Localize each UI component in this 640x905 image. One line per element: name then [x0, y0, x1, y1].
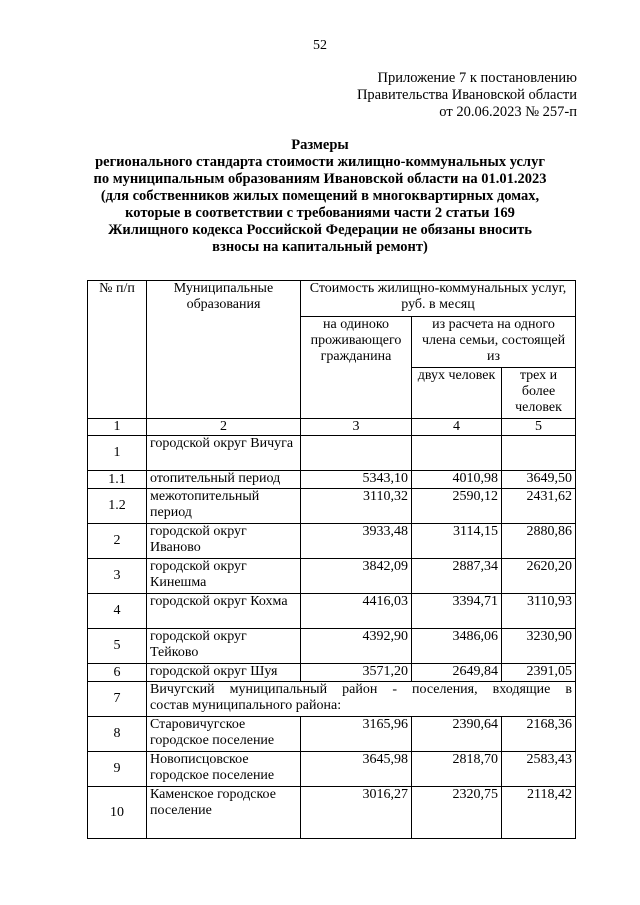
- row-name: Каменское городское поселение: [147, 787, 301, 839]
- row-value-two: 3114,15: [412, 524, 502, 559]
- row-value-single: [301, 436, 412, 471]
- row-value-three: 2168,36: [502, 717, 576, 752]
- row-value-three: 2118,42: [502, 787, 576, 839]
- table-row: [88, 664, 576, 682]
- row-value-two: 3394,71: [412, 594, 502, 629]
- row-value-three: 3110,93: [502, 594, 576, 629]
- table-row: [88, 717, 576, 752]
- title-line: регионального стандарта стоимости жилищно-коммунальных услуг: [95, 154, 545, 170]
- row-value-two: 2390,64: [412, 717, 502, 752]
- header-two: двух человек: [412, 368, 502, 419]
- row-value-single: 3165,96: [301, 717, 412, 752]
- header-single: на одиноко проживающего гражданина: [301, 317, 412, 419]
- title-line: взносы на капитальный ремонт): [212, 239, 428, 255]
- row-value-two: 3486,06: [412, 629, 502, 664]
- row-name: Старовичугское городское поселение: [147, 717, 301, 752]
- table-row: [88, 787, 576, 839]
- row-name: городской округ Вичуга: [147, 436, 301, 471]
- row-num: 9: [88, 752, 147, 787]
- row-num: 3: [88, 559, 147, 594]
- row-num: 4: [88, 594, 147, 629]
- header-three: трех и более человек: [502, 368, 576, 419]
- cost-table: [87, 280, 576, 839]
- row-value-single: 3645,98: [301, 752, 412, 787]
- row-value-two: [412, 436, 502, 471]
- column-number: 1: [88, 419, 147, 436]
- row-value-three: 2431,62: [502, 489, 576, 524]
- header-family: из расчета на одного члена семьи, состоящей из: [412, 317, 576, 368]
- row-value-single: 3016,27: [301, 787, 412, 839]
- section-line: состав муниципального района:: [150, 698, 342, 713]
- header-municipality: Муниципальные образования: [147, 281, 301, 419]
- row-name: отопительный период: [147, 471, 301, 489]
- row-value-two: 2887,34: [412, 559, 502, 594]
- header-num: № п/п: [88, 281, 147, 419]
- title-line: (для собственников жилых помещений в многоквартирных домах,: [100, 188, 540, 204]
- row-value-single: 4392,90: [301, 629, 412, 664]
- title-line: по муниципальным образованиям Ивановской области на 01.01.2023: [93, 171, 547, 187]
- row-value-three: 2880,86: [502, 524, 576, 559]
- table-row: [88, 471, 576, 489]
- column-number: 5: [502, 419, 576, 436]
- row-num: 5: [88, 629, 147, 664]
- title-line: которые в соответствии с требованиями части 2 статьи 169: [125, 205, 515, 221]
- row-name: городской округ Кинешма: [147, 559, 301, 594]
- row-value-three: 2391,05: [502, 664, 576, 682]
- row-value-single: 5343,10: [301, 471, 412, 489]
- row-num: 10: [88, 787, 147, 839]
- column-number: 2: [147, 419, 301, 436]
- table-row: [88, 524, 576, 559]
- row-value-two: 2649,84: [412, 664, 502, 682]
- row-value-single: 4416,03: [301, 594, 412, 629]
- table-header-row: [88, 281, 576, 317]
- row-value-single: 3933,48: [301, 524, 412, 559]
- row-num: 8: [88, 717, 147, 752]
- row-value-three: 3230,90: [502, 629, 576, 664]
- document-title: [0, 137, 640, 256]
- table-row: [88, 752, 576, 787]
- row-value-two: 2818,70: [412, 752, 502, 787]
- table-row: [88, 489, 576, 524]
- title-line: Жилищного кодекса Российской Федерации не обязаны вносить: [108, 222, 532, 238]
- section-line: Вичугский муниципальный район - поселения, входящие в: [150, 682, 573, 697]
- row-name: городской округ Шуя: [147, 664, 301, 682]
- row-value-three: 2583,43: [502, 752, 576, 787]
- annex-line: от 20.06.2023 № 257-п: [439, 104, 577, 120]
- row-value-three: 3649,50: [502, 471, 576, 489]
- row-value-two: 4010,98: [412, 471, 502, 489]
- annex-note: [357, 70, 577, 121]
- page-number: 52: [313, 38, 327, 53]
- row-num: 1.1: [88, 471, 147, 489]
- row-num: 2: [88, 524, 147, 559]
- row-name: Новописцовское городское поселение: [147, 752, 301, 787]
- column-number: 4: [412, 419, 502, 436]
- row-num: 6: [88, 664, 147, 682]
- row-value-two: 2590,12: [412, 489, 502, 524]
- title-line: Размеры: [291, 137, 349, 153]
- table-row: [88, 682, 576, 717]
- column-number: 3: [301, 419, 412, 436]
- row-value-single: 3110,32: [301, 489, 412, 524]
- row-value-single: 3571,20: [301, 664, 412, 682]
- row-name: городской округ Кохма: [147, 594, 301, 629]
- row-name-section: [147, 682, 576, 717]
- row-value-two: 2320,75: [412, 787, 502, 839]
- header-cost: Стоимость жилищно-коммунальных услуг, руб. в месяц: [301, 281, 576, 317]
- row-name: городской округ Тейково: [147, 629, 301, 664]
- row-num: 1.2: [88, 489, 147, 524]
- row-num: 7: [88, 682, 147, 717]
- annex-line: Правительства Ивановской области: [356, 87, 577, 103]
- table-row: [88, 436, 576, 471]
- row-value-single: 3842,09: [301, 559, 412, 594]
- table-row: [88, 629, 576, 664]
- table-row: [88, 594, 576, 629]
- row-value-three: [502, 436, 576, 471]
- table-row: [88, 559, 576, 594]
- row-value-three: 2620,20: [502, 559, 576, 594]
- row-name: городской округ Иваново: [147, 524, 301, 559]
- column-number-row: [88, 419, 576, 436]
- annex-line: Приложение 7 к постановлению: [377, 70, 577, 86]
- row-name: межотопительный период: [147, 489, 301, 524]
- row-num: 1: [88, 436, 147, 471]
